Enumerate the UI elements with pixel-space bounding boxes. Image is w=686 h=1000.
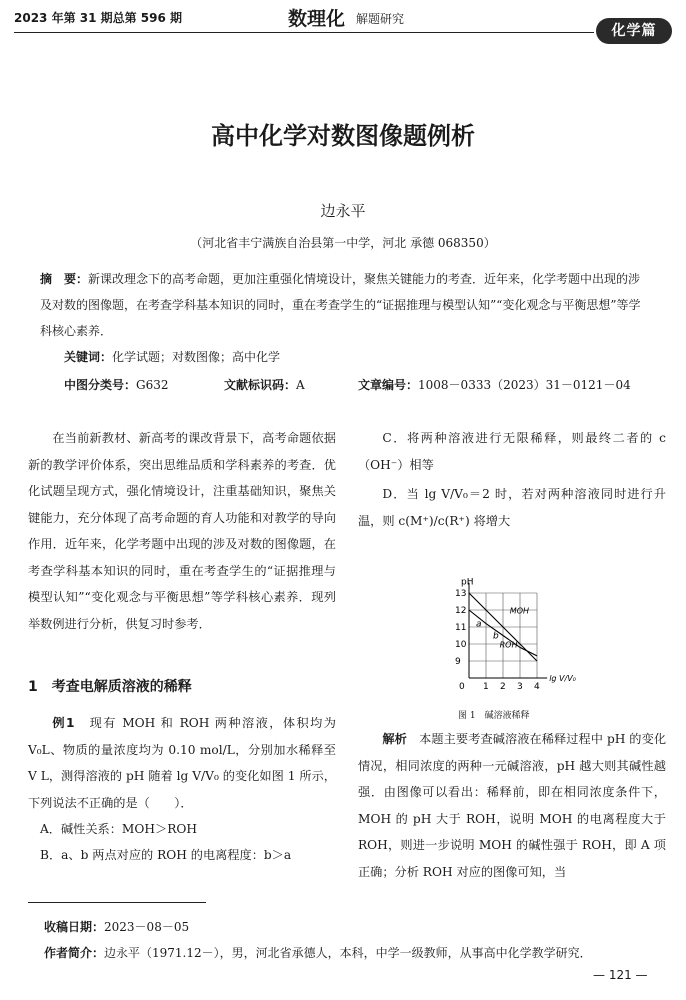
example-text: 现有 MOH 和 ROH 两种溶液，体积均为 V₀L、物质的量浓度均为 0.10 mol/L，分别加水稀释至 V L，测得溶液的 pH 随着 lg V/V₀ 的变化如图 1 所示，下列说法不正确的是（ ）． [28, 716, 336, 810]
keywords-label: 关键词： [64, 350, 113, 364]
y-tick-label: 12 [455, 606, 467, 616]
x-tick-label: 2 [500, 682, 506, 692]
article-no-value: 1008－0333（2023）31－0121－04 [418, 378, 631, 392]
option-c: C．将两种溶液进行无限稀释，则最终二者的 c（OH⁻）相等 [358, 431, 666, 472]
clc-number [64, 376, 169, 393]
author-bio-text: 边永平（1971.12－），男，河北省承德人，本科，中学一级教师，从事高中化学教学研究． [104, 946, 592, 960]
clc-value: G632 [136, 378, 169, 392]
x-axis-label: lg V/V₀ [549, 674, 576, 683]
received-label: 收稿日期： [44, 920, 105, 934]
section-badge: 化学篇 [596, 18, 672, 44]
article-no-label: 文章编号： [358, 378, 419, 392]
article-number [358, 376, 631, 393]
clc-label: 中图分类号： [64, 378, 137, 392]
section-heading: 1 考查电解质溶液的稀释 [28, 679, 192, 695]
issue-info: 2023 年第 31 期总第 596 期 [14, 11, 183, 25]
header-rule [14, 32, 594, 33]
x-tick-label: 4 [534, 682, 540, 692]
author-affiliation: （河北省丰宁满族自治县第一中学，河北 承德 068350） [190, 236, 496, 250]
y-tick-label: 11 [455, 623, 467, 633]
magazine-subtitle: 解题研究 [356, 12, 405, 26]
y-tick-label: 10 [455, 640, 467, 650]
x-tick-label: 3 [517, 682, 523, 692]
footnote-rule [28, 902, 206, 903]
received-date [44, 918, 189, 935]
document-code [224, 376, 305, 393]
example-paragraph [28, 710, 336, 816]
option-b: B．a、b 两点对应的 ROH 的电离程度：b＞a [40, 848, 292, 862]
option-d: D．当 lg V/V₀＝2 时，若对两种溶液同时进行升温，则 c(M⁺)/c(R⁺) 将增大 [358, 487, 666, 528]
abstract-text: 新课改理念下的高考命题，更加注重强化情境设计，聚焦关键能力的考查．近年来，化学考题中出现的涉及对数的图像题，在考查学科基本知识的同时，重在考查学生的“证据推理与模型认知”“变化观念与平衡思想”等学科核心素养． [40, 272, 641, 338]
figure-1-chart [445, 572, 595, 696]
analysis-text: 本题主要考查碱溶液在稀释过程中 pH 的变化情况，相同浓度的两种一元碱溶液，pH 越大则其碱性越强．由图像可以看出：稀释前，即在相同浓度条件下，MOH 的 pH 大于 ROH，说明 MOH 的电离程度大于 ROH，则进一步说明 MOH 的碱性强于 ROH，即 A 项正确；分析 ROH 对应的图像可知，当 [358, 732, 667, 879]
magazine-name: 数理化 [288, 8, 346, 30]
author-bio-label: 作者简介： [44, 946, 105, 960]
page-number: — 121 — [593, 968, 648, 982]
author-name: 边永平 [320, 202, 366, 220]
y-tick-label: 9 [455, 657, 461, 667]
analysis-label: 解析 [382, 732, 407, 746]
x-tick-label: 1 [483, 682, 489, 692]
doc-code-value: A [296, 378, 305, 392]
abstract-label: 摘 要： [40, 272, 89, 286]
doc-code-label: 文献标识码： [224, 378, 297, 392]
y-tick-label: 13 [455, 589, 467, 599]
keywords [64, 348, 280, 365]
figure-caption: 图 1 碱溶液稀释 [458, 711, 530, 721]
author-bio [44, 944, 664, 961]
example-label: 例1 [52, 716, 75, 730]
abstract [40, 266, 646, 344]
keywords-text: 化学试题；对数图像；高中化学 [112, 350, 281, 364]
intro-paragraph: 在当前新教材、新高考的课改背景下，高考命题依据新的教学评价体系，突出思维品质和学科素养的考查．优化试题呈现方式，强化情境设计，注重基础知识，聚焦关键能力，充分体现了高考命题的育人功能和对教学的导向作用．近年来，化学考题中出现的涉及对数的图像题，在考查学科基本知识的同时，重在考查学生的“证据推理与模型认知”“变化观念与平衡思想”等学科核心素养．现列举数例进行分析，供复习时参考． [28, 431, 336, 631]
analysis-paragraph [358, 726, 666, 885]
point-label-b: b [493, 631, 499, 642]
article-title: 高中化学对数图像题例析 [211, 122, 475, 150]
series-label-roh: ROH [499, 640, 518, 650]
series-label-moh: MOH [509, 606, 530, 616]
x-tick-label: 0 [459, 682, 465, 692]
point-label-a: a [476, 619, 482, 630]
received-value: 2023－08－05 [104, 920, 190, 934]
option-a: A．碱性关系：MOH＞ROH [40, 822, 198, 836]
y-axis-label: pH [461, 577, 474, 588]
